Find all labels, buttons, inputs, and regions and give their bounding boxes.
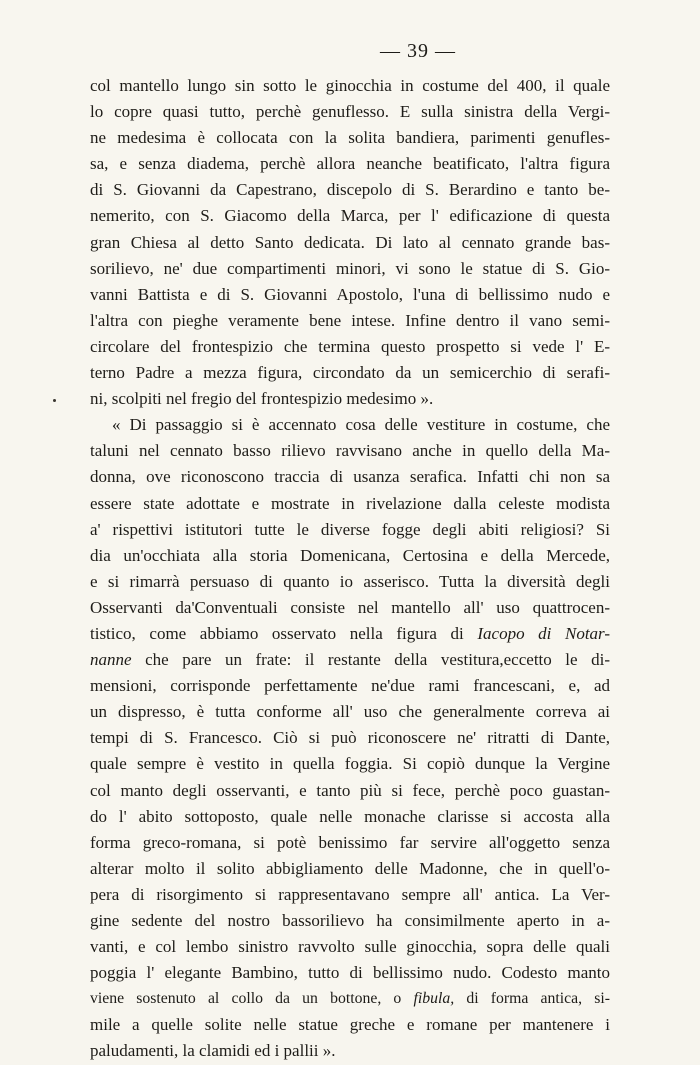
text-line: vanni Battista e di S. Giovanni Apostolo, l'una di bellissimo nudo e	[90, 284, 610, 304]
margin-mark	[53, 399, 56, 402]
text-line: sa, e senza diadema, perchè allora neanche beatificato, l'altra figura	[90, 154, 610, 174]
text-line: « Di passaggio si è accennato cosa delle vestiture in costume, che	[112, 415, 610, 435]
text-line: ni, scolpiti nel fregio del frontespizio medesimo ».	[90, 389, 434, 409]
text-line: col mantello lungo sin sotto le ginocchia in costume del 400, il quale	[90, 76, 610, 95]
text-line	[90, 986, 610, 1012]
text-line: circolare del frontespizio che termina questo prospetto si vede l' E-	[90, 336, 610, 356]
text-line: sorilievo, ne' due compartimenti minori, vi sono le statue di S. Gio-	[90, 258, 610, 278]
text-line	[90, 647, 610, 673]
text-line: nemerito, con S. Giacomo della Marca, per l' edificazione di questa	[90, 206, 610, 226]
text-line: gine sedente del nostro bassorilievo ha consimilmente aperto in a-	[90, 911, 610, 930]
text-segment: tistico, come abbiamo osservato nella figura di	[90, 623, 464, 643]
page-number: — 39 —	[380, 40, 456, 62]
text-line: quale sempre è vestito in quella foggia. Si copiò dunque la Vergine	[90, 754, 610, 774]
text-line: lo copre quasi tutto, perchè genuflesso. E sulla sinistra della Vergi-	[90, 102, 610, 122]
text-line: l'altra con pieghe veramente bene intese. Infine dentro il vano semi-	[90, 310, 610, 330]
text-line: dia un'occhiata alla storia Domenicana, Certosina e della Mercede,	[90, 545, 610, 565]
text-line: col manto degli osservanti, e tanto più si fece, perchè poco guastan-	[90, 780, 610, 800]
text-line: ne medesima è collocata con la solita bandiera, parimenti genufles-	[90, 128, 610, 148]
text-line: pera di risorgimento si rappresentavano sempre all' antica. La Ver-	[90, 884, 610, 904]
text-line: di S. Giovanni da Capestrano, discepolo di S. Berardino e tanto be-	[90, 180, 610, 200]
text-line: gran Chiesa al detto Santo dedicata. Di lato al cennato grande bas-	[90, 232, 610, 252]
text-segment: di forma antica, si-	[454, 990, 610, 1008]
text-segment: viene sostenuto al collo da un bottone, o	[90, 990, 402, 1008]
text-line: forma greco-romana, si potè benissimo far servire all'oggetto senza	[90, 832, 610, 852]
text-line: mile a quelle solite nelle statue greche e romane per mantenere i	[90, 1015, 610, 1035]
text-line: paludamenti, la clamidi ed i pallii ».	[90, 1041, 336, 1061]
italic-word: fibula,	[413, 990, 455, 1008]
text-line: essere state adottate e mostrate in rivelazione dalla celeste modista	[90, 493, 610, 513]
body-text	[90, 73, 610, 1065]
text-line: terno Padre a mezza figura, circondato da un semicerchio di serafi-	[90, 363, 610, 383]
text-line: tempi di S. Francesco. Ciò si può riconoscere ne' ritratti di Dante,	[90, 728, 610, 748]
italic-name: Iacopo di Notar-	[477, 623, 610, 643]
text-line: donna, ove riconoscono traccia di usanza serafica. Infatti chi non sa	[90, 467, 610, 487]
text-line: e si rimarrà persuaso di quanto io asserisco. Tutta la diversità degli	[90, 571, 610, 591]
text-line: do l' abito sottoposto, quale nelle monache clarisse si accosta alla	[90, 806, 610, 826]
text-line: alterar molto il solito abbigliamento delle Madonne, che in quell'o-	[90, 858, 610, 878]
text-line: vanti, e col lembo sinistro ravvolto sulle ginocchia, sopra delle quali	[90, 937, 610, 957]
text-line: a' rispettivi istitutori tutte le diverse fogge degli abiti religiosi? Si	[90, 519, 610, 539]
text-line: poggia l' elegante Bambino, tutto di bellissimo nudo. Codesto manto	[90, 963, 610, 983]
text-segment: che pare un frate: il restante della vestitura,eccetto le di-	[131, 650, 610, 670]
text-line: Osservanti da'Conventuali consiste nel mantello all' uso quattrocen-	[90, 597, 610, 617]
text-line: taluni nel cennato basso rilievo ravvisano anche in quello della Ma-	[90, 441, 610, 461]
italic-name: nanne	[90, 650, 132, 670]
text-line: un dispresso, è tutta conforme all' uso che generalmente correva ai	[90, 702, 610, 722]
text-line: mensioni, corrisponde perfettamente ne'due rami francescani, e, ad	[90, 676, 610, 696]
text-line	[90, 621, 610, 647]
